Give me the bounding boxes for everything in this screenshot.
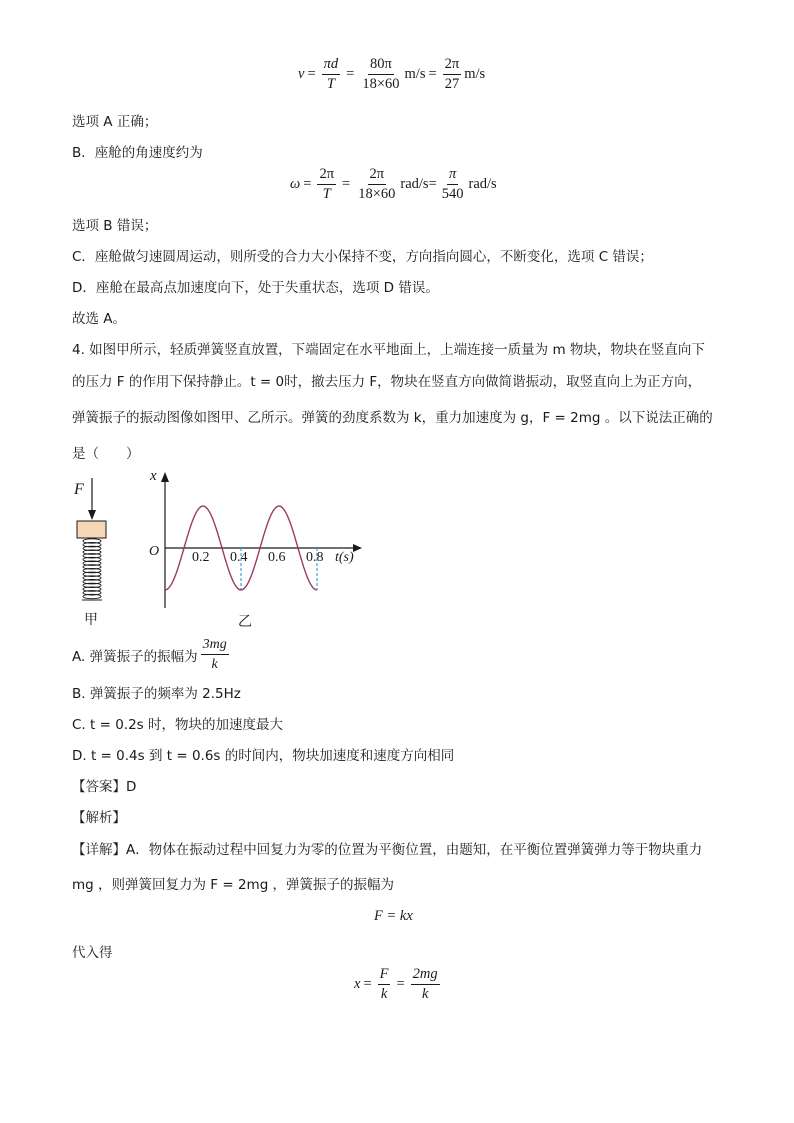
eq-v-unit1: m/s bbox=[404, 66, 426, 82]
detail-line3: 代入得 bbox=[72, 945, 113, 961]
eq-x-frac1-num: F bbox=[378, 966, 391, 985]
eq-v-frac1-den: T bbox=[326, 76, 335, 92]
eq-v-frac1 bbox=[322, 56, 341, 93]
eq-w-frac3 bbox=[440, 166, 466, 203]
option-a-frac bbox=[201, 636, 229, 673]
line-choose: 故选 A。 bbox=[72, 311, 127, 327]
line-a-correct: 选项 A 正确； bbox=[72, 114, 158, 130]
eq-w-unit1: rad/s= bbox=[400, 176, 437, 192]
answer-label: 【答案】D bbox=[72, 779, 137, 795]
eq-v-frac2 bbox=[360, 56, 401, 93]
analysis-label: 【解析】 bbox=[72, 810, 126, 826]
detail-line2: mg ，则弹簧回复力为 F = 2mg ，弹簧振子的振幅为 bbox=[72, 877, 395, 893]
equation-x: x = $\frac{F}{k}$ = $\frac{2mg}{k}$ bbox=[354, 966, 438, 1002]
detail-line1: 【详解】A．物体在振动过程中回复力为零的位置为平衡位置，由题知，在平衡位置弹簧弹力等于物块重力 bbox=[72, 842, 703, 858]
option-b: B. 弹簧振子的频率为 2.5Hz bbox=[72, 686, 241, 702]
figure-jia-spring bbox=[60, 470, 140, 630]
y-axis-arrow bbox=[161, 472, 169, 482]
eq-v-frac1-num: πd bbox=[322, 56, 341, 75]
option-d: D. t = 0.4s 到 t = 0.6s 的时间内，物块加速度和速度方向相同 bbox=[72, 748, 455, 764]
force-label: F bbox=[74, 481, 84, 498]
eq-w-lhs: ω bbox=[290, 176, 301, 192]
origin-label: O bbox=[149, 544, 160, 559]
eq-x-frac2 bbox=[411, 966, 440, 1003]
x-axis-arrow bbox=[353, 544, 362, 552]
eq-v-lhs: v bbox=[298, 66, 305, 82]
equation-angular-velocity: ω = $\frac{2\pi}{T}$ = $\frac{2\pi}{18\times 60}$ rad/s= $\frac{\pi}{540}$ rad/s bbox=[290, 166, 497, 202]
line-c: C．座舱做匀速圆周运动，则所受的合力大小保持不变，方向指向圆心，不断变化，选项 C 错误； bbox=[72, 249, 653, 265]
tick-label: 0.6 bbox=[268, 550, 286, 565]
figure-jia-caption: 甲 bbox=[84, 612, 98, 628]
line-d: D．座舱在最高点加速度向下，处于失重状态，选项 D 错误。 bbox=[72, 280, 439, 296]
spring-coils bbox=[83, 539, 101, 599]
equation-f-kx: F = kx bbox=[374, 908, 413, 924]
eq-w-frac3-num: π bbox=[447, 166, 458, 185]
eq-v-frac3-num: 2π bbox=[443, 56, 462, 75]
equation-velocity: v = $\frac{\pi d}{T}$ = $\frac{80\pi}{18\times 60}$ m/s = $\frac{2\pi}{27}$ m/s bbox=[298, 56, 486, 92]
line-b-intro: B．座舱的角速度约为 bbox=[72, 145, 203, 161]
option-a bbox=[72, 636, 232, 673]
eq-x-lhs: x bbox=[354, 976, 361, 992]
eq-w-unit2: rad/s bbox=[468, 176, 497, 192]
eq-v-frac3 bbox=[443, 56, 462, 93]
option-a-den: k bbox=[211, 657, 218, 672]
q4-line3: 弹簧振子的振动图像如图甲、乙所示。弹簧的劲度系数为 k，重力加速度为 g，F = 2mg 。以下说法正确的 bbox=[72, 410, 713, 426]
option-c: C. t = 0.2s 时，物块的加速度最大 bbox=[72, 717, 283, 733]
option-a-num: 3mg bbox=[201, 636, 229, 655]
eq-w-frac2 bbox=[356, 166, 397, 203]
block bbox=[77, 521, 106, 538]
tick-label: 0.2 bbox=[192, 550, 210, 565]
figure-yi-caption: 乙 bbox=[238, 614, 252, 630]
force-arrow-head bbox=[88, 510, 96, 520]
figure-yi-graph bbox=[140, 462, 370, 632]
eq-w-frac3-den: 540 bbox=[441, 186, 464, 202]
eq-w-frac2-den: 18×60 bbox=[358, 186, 396, 202]
x-axis-label: t(s) bbox=[335, 550, 354, 565]
line-b-wrong: 选项 B 错误； bbox=[72, 218, 158, 234]
eq-x-frac2-num: 2mg bbox=[411, 966, 440, 985]
eq-w-frac2-num: 2π bbox=[368, 166, 387, 185]
tick-label: 0.8 bbox=[306, 550, 324, 565]
eq-w-frac1-den: T bbox=[322, 186, 331, 202]
eq-v-unit2: m/s bbox=[464, 66, 486, 82]
eq-x-frac1-den: k bbox=[380, 986, 388, 1002]
q4-line2: 的压力 F 的作用下保持静止。t = 0时，撤去压力 F，物块在竖直方向做简谐振动，取竖直向上为正方向， bbox=[72, 374, 702, 390]
eq-v-frac2-den: 18×60 bbox=[362, 76, 400, 92]
eq-v-frac2-num: 80π bbox=[368, 56, 394, 75]
eq-x-frac2-den: k bbox=[421, 986, 429, 1002]
eq-w-frac1 bbox=[317, 166, 336, 203]
q4-line1: 4. 如图甲所示，轻质弹簧竖直放置，下端固定在水平地面上，上端连接一质量为 m 物块，物块在竖直向下 bbox=[72, 342, 705, 358]
eq-w-frac1-num: 2π bbox=[317, 166, 336, 185]
y-axis-label: x bbox=[150, 468, 157, 484]
tick-label: 0.4 bbox=[230, 550, 248, 565]
q4-line4: 是（ ） bbox=[72, 446, 140, 462]
eq-v-frac3-den: 27 bbox=[444, 76, 460, 92]
eq-x-frac1 bbox=[378, 966, 391, 1003]
option-a-prefix: A. 弹簧振子的振幅为 bbox=[72, 648, 198, 665]
